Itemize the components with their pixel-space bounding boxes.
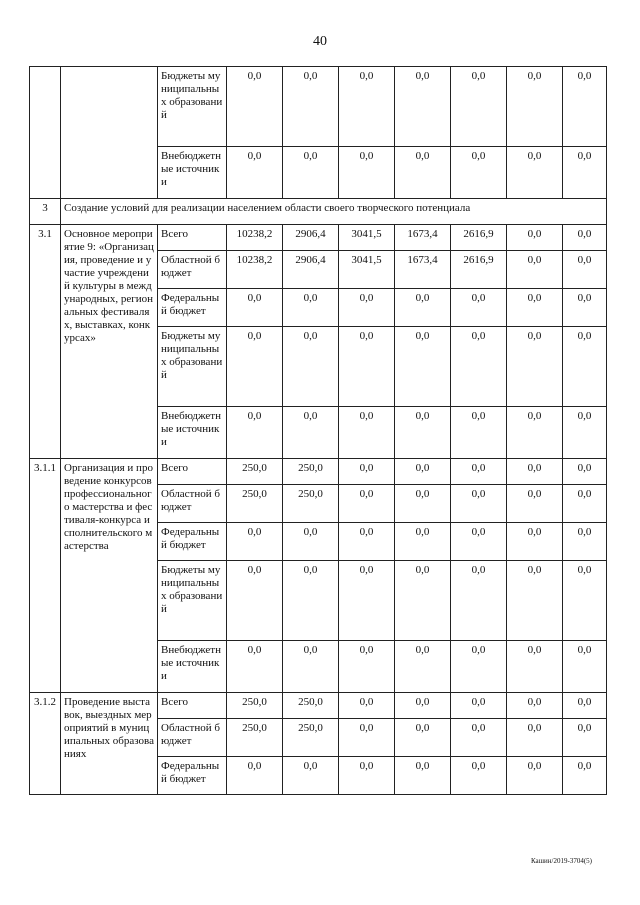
amount-cell: 0,0 <box>339 327 395 407</box>
amount-cell: 0,0 <box>283 641 339 693</box>
amount-cell: 0,0 <box>451 459 507 485</box>
amount-cell: 0,0 <box>563 251 607 289</box>
row-code: 3.1.1 <box>30 459 61 693</box>
amount-cell: 0,0 <box>451 327 507 407</box>
funding-source: Внебюджетные источники <box>158 147 227 199</box>
amount-cell: 0,0 <box>283 289 339 327</box>
amount-cell: 0,0 <box>563 225 607 251</box>
amount-cell: 0,0 <box>283 67 339 147</box>
amount-cell: 0,0 <box>395 693 451 719</box>
amount-cell: 0,0 <box>507 225 563 251</box>
funding-source: Федеральный бюджет <box>158 757 227 795</box>
page-number: 40 <box>313 34 327 49</box>
amount-cell: 2616,9 <box>451 251 507 289</box>
amount-cell: 0,0 <box>507 407 563 459</box>
amount-cell: 0,0 <box>563 561 607 641</box>
amount-cell: 0,0 <box>227 523 283 561</box>
amount-cell: 0,0 <box>563 459 607 485</box>
funding-source: Бюджеты муниципальных образований <box>158 67 227 147</box>
amount-cell: 0,0 <box>451 407 507 459</box>
amount-cell: 0,0 <box>395 485 451 523</box>
amount-cell: 0,0 <box>283 147 339 199</box>
amount-cell: 0,0 <box>507 757 563 795</box>
amount-cell: 0,0 <box>339 523 395 561</box>
funding-source: Внебюджетные источники <box>158 407 227 459</box>
amount-cell: 0,0 <box>507 251 563 289</box>
amount-cell: 0,0 <box>339 757 395 795</box>
amount-cell: 0,0 <box>395 561 451 641</box>
amount-cell: 250,0 <box>283 693 339 719</box>
amount-cell: 2906,4 <box>283 225 339 251</box>
amount-cell: 0,0 <box>563 289 607 327</box>
funding-source: Всего <box>158 225 227 251</box>
amount-cell: 0,0 <box>339 407 395 459</box>
amount-cell: 1673,4 <box>395 225 451 251</box>
funding-source: Областной бюджет <box>158 719 227 757</box>
funding-source: Областной бюджет <box>158 485 227 523</box>
amount-cell: 0,0 <box>507 523 563 561</box>
funding-source: Внебюджетные источники <box>158 641 227 693</box>
amount-cell: 250,0 <box>283 459 339 485</box>
amount-cell: 0,0 <box>507 147 563 199</box>
amount-cell: 0,0 <box>395 459 451 485</box>
funding-source: Федеральный бюджет <box>158 523 227 561</box>
row-name: Проведение выставок, выездных мероприятий в муниципальных образованиях <box>61 693 158 795</box>
amount-cell: 0,0 <box>339 641 395 693</box>
amount-cell: 0,0 <box>451 757 507 795</box>
amount-cell: 0,0 <box>339 67 395 147</box>
amount-cell: 2906,4 <box>283 251 339 289</box>
amount-cell: 250,0 <box>227 693 283 719</box>
amount-cell: 0,0 <box>339 147 395 199</box>
amount-cell: 0,0 <box>227 327 283 407</box>
section-title: Создание условий для реализации населением области своего творческого потенциала <box>61 199 607 225</box>
section-code: 3 <box>30 199 61 225</box>
table-row <box>30 225 607 251</box>
amount-cell: 0,0 <box>227 147 283 199</box>
row-name: Организация и проведение конкурсов профессионального мастерства и фестиваля-конкурса исполнительского мастерства <box>61 459 158 693</box>
amount-cell: 0,0 <box>227 67 283 147</box>
amount-cell: 0,0 <box>563 523 607 561</box>
amount-cell: 0,0 <box>451 719 507 757</box>
funding-source: Федеральный бюджет <box>158 289 227 327</box>
amount-cell: 0,0 <box>227 641 283 693</box>
funding-source: Бюджеты муниципальных образований <box>158 561 227 641</box>
document-footer: Кашин/2019-3704(5) <box>530 857 592 865</box>
table-row <box>30 693 607 719</box>
amount-cell: 0,0 <box>507 561 563 641</box>
amount-cell: 0,0 <box>395 289 451 327</box>
amount-cell: 0,0 <box>283 561 339 641</box>
amount-cell: 0,0 <box>563 641 607 693</box>
amount-cell: 3041,5 <box>339 225 395 251</box>
amount-cell: 0,0 <box>227 561 283 641</box>
amount-cell: 0,0 <box>395 147 451 199</box>
amount-cell: 0,0 <box>563 407 607 459</box>
row-code: 3.1 <box>30 225 61 459</box>
row-name: Основное мероприятие 9: «Организация, проведение и участие учреждений культуры в международных, региональных фестивалях, выставках, конкурсах» <box>61 225 158 459</box>
funding-source: Всего <box>158 693 227 719</box>
amount-cell: 0,0 <box>563 67 607 147</box>
amount-cell: 0,0 <box>227 757 283 795</box>
amount-cell: 0,0 <box>339 289 395 327</box>
amount-cell: 0,0 <box>283 327 339 407</box>
amount-cell: 250,0 <box>283 719 339 757</box>
amount-cell: 0,0 <box>339 459 395 485</box>
amount-cell: 0,0 <box>507 289 563 327</box>
amount-cell: 0,0 <box>339 719 395 757</box>
amount-cell: 0,0 <box>395 523 451 561</box>
amount-cell: 0,0 <box>507 67 563 147</box>
row-name <box>61 67 158 199</box>
amount-cell: 0,0 <box>395 641 451 693</box>
funding-source: Областной бюджет <box>158 251 227 289</box>
row-code <box>30 67 61 199</box>
amount-cell: 0,0 <box>451 147 507 199</box>
amount-cell: 2616,9 <box>451 225 507 251</box>
amount-cell: 3041,5 <box>339 251 395 289</box>
table-row <box>30 459 607 485</box>
amount-cell: 0,0 <box>339 561 395 641</box>
amount-cell: 0,0 <box>395 407 451 459</box>
amount-cell: 250,0 <box>227 459 283 485</box>
amount-cell: 0,0 <box>563 147 607 199</box>
amount-cell: 0,0 <box>507 327 563 407</box>
amount-cell: 250,0 <box>283 485 339 523</box>
amount-cell: 0,0 <box>563 327 607 407</box>
amount-cell: 0,0 <box>339 485 395 523</box>
amount-cell: 0,0 <box>507 459 563 485</box>
amount-cell: 0,0 <box>451 485 507 523</box>
section-row <box>30 199 607 225</box>
table-row <box>30 67 607 147</box>
amount-cell: 0,0 <box>451 67 507 147</box>
amount-cell: 250,0 <box>227 485 283 523</box>
amount-cell: 0,0 <box>451 693 507 719</box>
funding-source: Всего <box>158 459 227 485</box>
amount-cell: 0,0 <box>563 757 607 795</box>
amount-cell: 0,0 <box>395 327 451 407</box>
row-code: 3.1.2 <box>30 693 61 795</box>
budget-table <box>29 66 607 795</box>
amount-cell: 0,0 <box>451 289 507 327</box>
amount-cell: 0,0 <box>395 757 451 795</box>
amount-cell: 0,0 <box>283 523 339 561</box>
amount-cell: 0,0 <box>339 693 395 719</box>
amount-cell: 0,0 <box>451 641 507 693</box>
amount-cell: 0,0 <box>395 719 451 757</box>
amount-cell: 10238,2 <box>227 225 283 251</box>
amount-cell: 0,0 <box>227 407 283 459</box>
amount-cell: 0,0 <box>395 67 451 147</box>
funding-source: Бюджеты муниципальных образований <box>158 327 227 407</box>
amount-cell: 0,0 <box>227 289 283 327</box>
amount-cell: 0,0 <box>451 523 507 561</box>
amount-cell: 250,0 <box>227 719 283 757</box>
amount-cell: 0,0 <box>507 693 563 719</box>
amount-cell: 1673,4 <box>395 251 451 289</box>
amount-cell: 0,0 <box>451 561 507 641</box>
amount-cell: 0,0 <box>563 719 607 757</box>
amount-cell: 0,0 <box>563 693 607 719</box>
amount-cell: 0,0 <box>507 485 563 523</box>
amount-cell: 0,0 <box>563 485 607 523</box>
amount-cell: 0,0 <box>283 407 339 459</box>
amount-cell: 10238,2 <box>227 251 283 289</box>
amount-cell: 0,0 <box>507 719 563 757</box>
amount-cell: 0,0 <box>283 757 339 795</box>
amount-cell: 0,0 <box>507 641 563 693</box>
